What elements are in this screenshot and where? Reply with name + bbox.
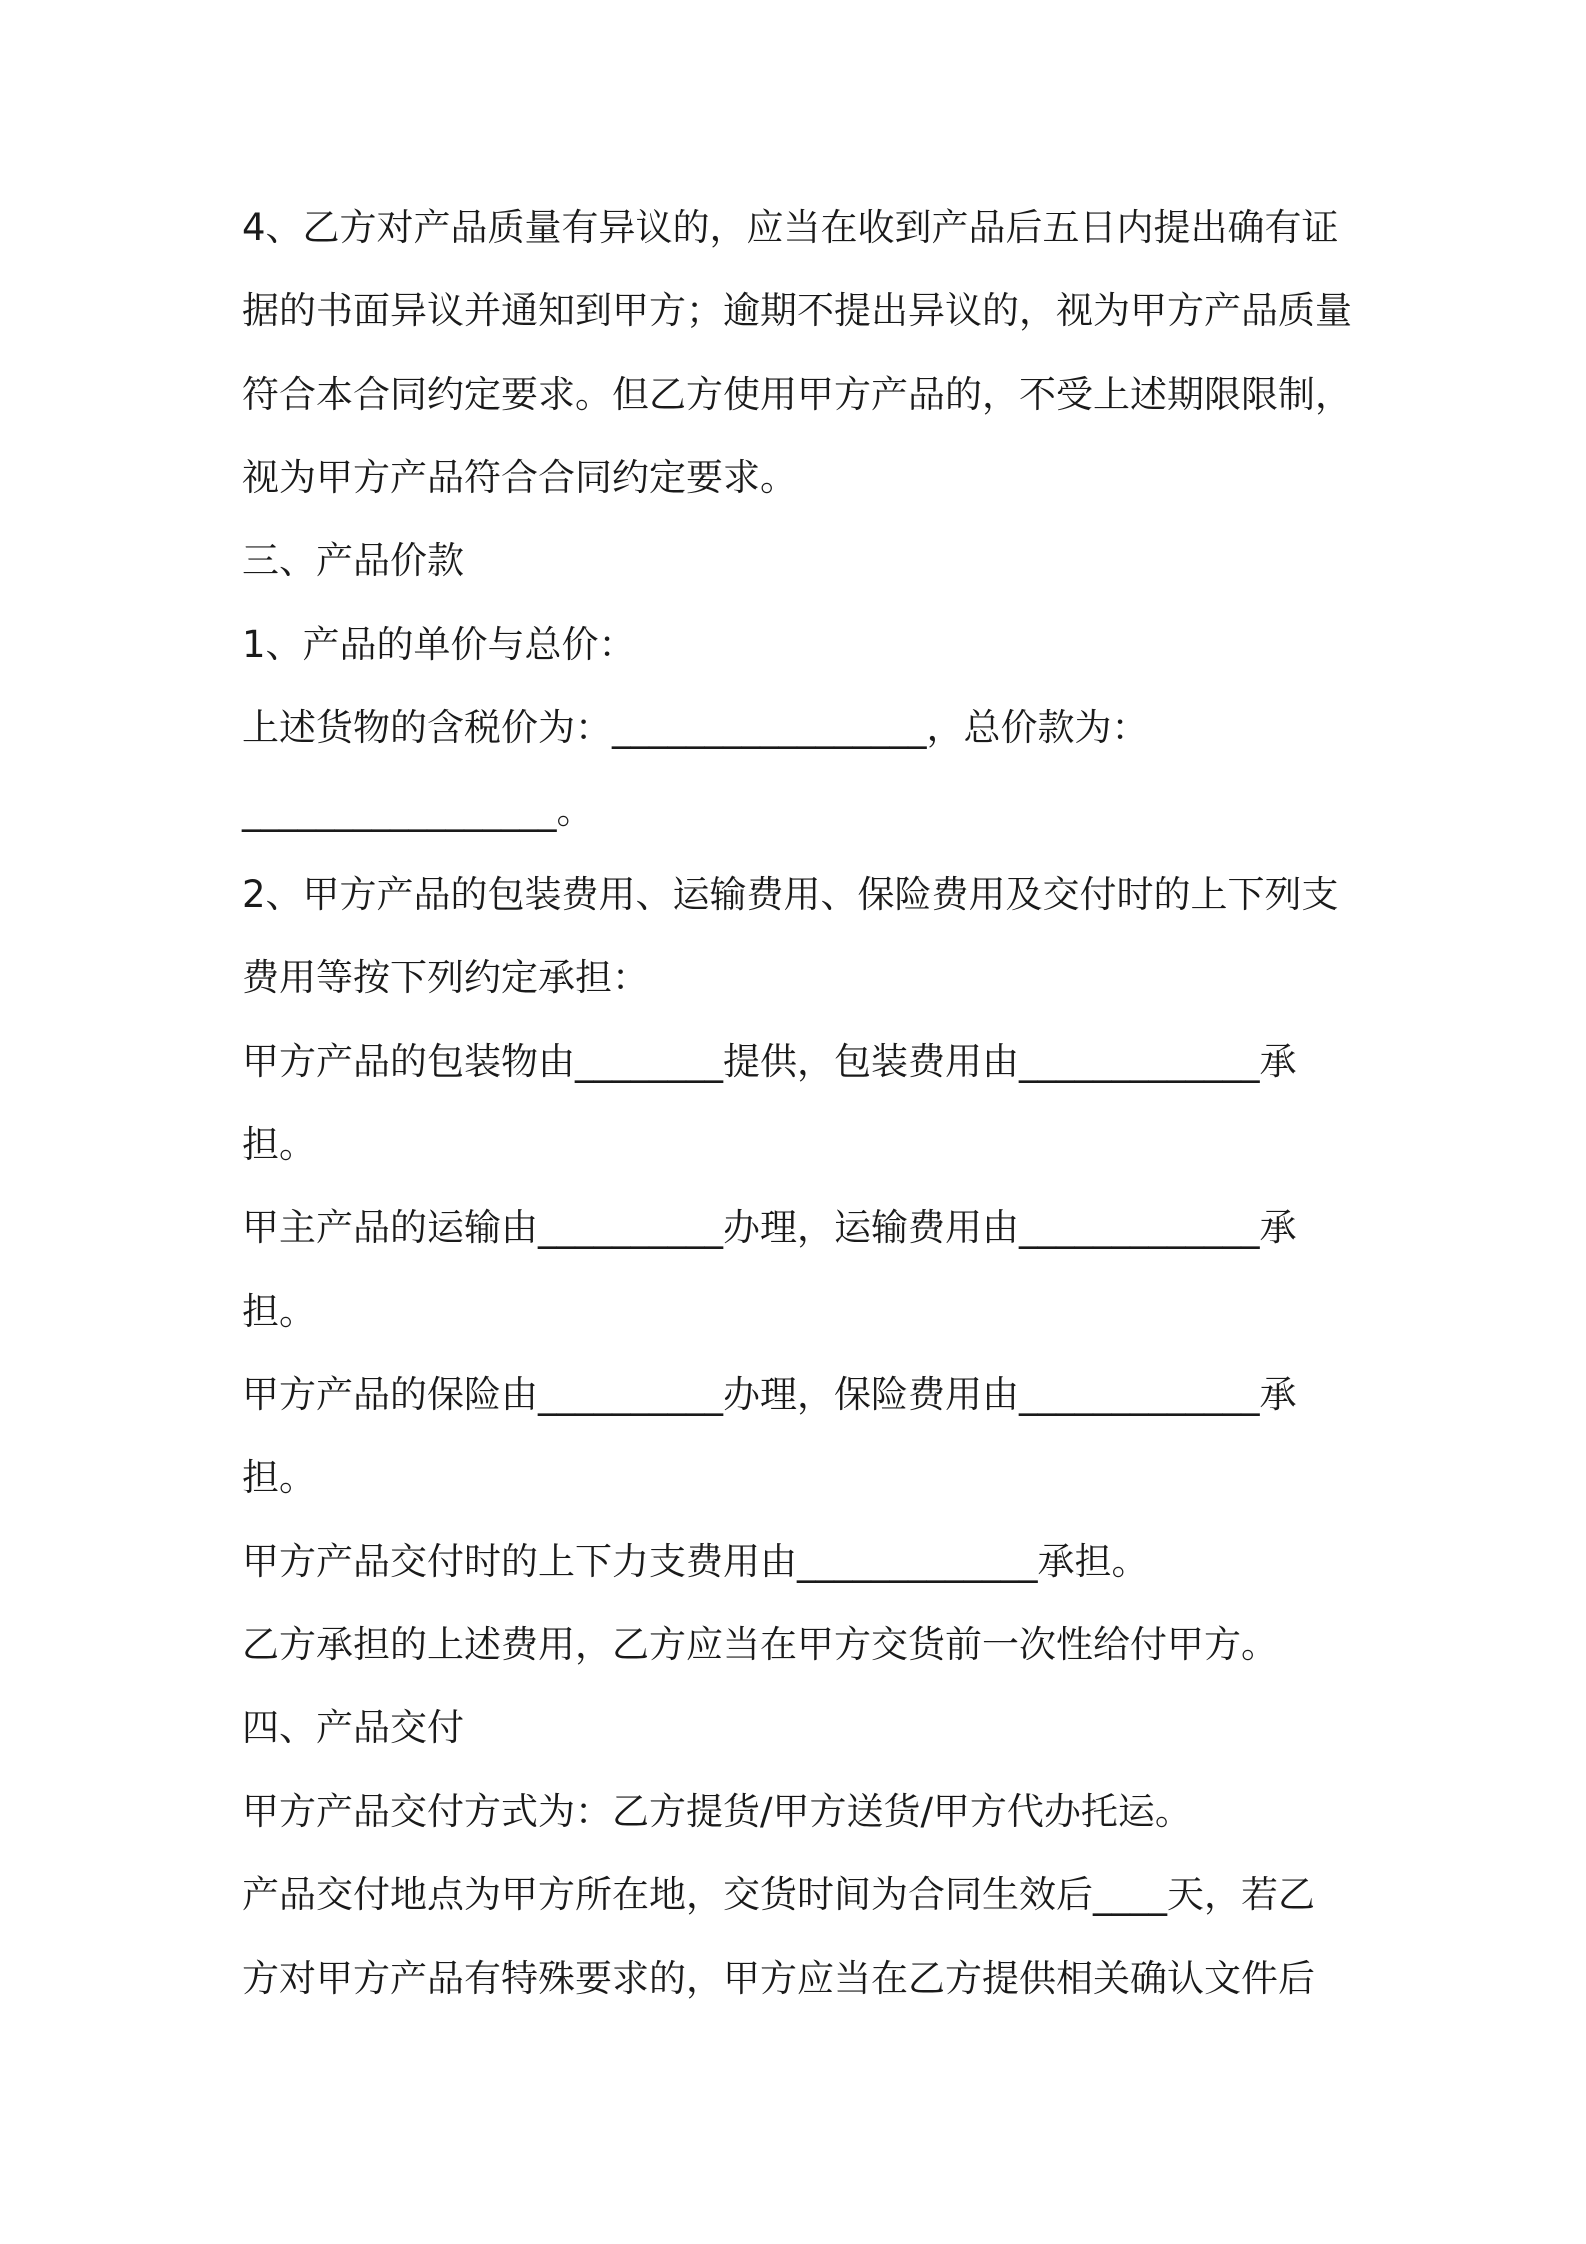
paragraph-line: 甲主产品的运输由__________办理，运输费用由_____________承	[242, 1206, 1297, 1249]
paragraph-line: 据的书面异议并通知到甲方；逾期不提出异议的，视为甲方产品质量	[242, 289, 1352, 332]
paragraph-line: 4、乙方对产品质量有异议的，应当在收到产品后五日内提出确有证	[242, 206, 1339, 249]
paragraph-line: 1、产品的单价与总价：	[242, 623, 636, 666]
section-heading: 三、产品价款	[242, 539, 464, 582]
paragraph-line: 上述货物的含税价为：_________________，总价款为：	[242, 706, 1149, 749]
paragraph-line: 符合本合同约定要求。但乙方使用甲方产品的，不受上述期限限制，	[242, 373, 1352, 416]
paragraph-line: 费用等按下列约定承担：	[242, 956, 649, 999]
paragraph-line: 方对甲方产品有特殊要求的，甲方应当在乙方提供相关确认文件后	[242, 1957, 1315, 2000]
paragraph-line: 2、甲方产品的包装费用、运输费用、保险费用及交付时的上下列支	[242, 873, 1339, 916]
section-heading: 四、产品交付	[242, 1706, 464, 1749]
paragraph-line: 担。	[242, 1290, 316, 1333]
paragraph-line: 担。	[242, 1123, 316, 1166]
paragraph-line: 甲方产品交付时的上下力支费用由_____________承担。	[242, 1540, 1149, 1583]
paragraph-line: 乙方承担的上述费用，乙方应当在甲方交货前一次性给付甲方。	[242, 1623, 1278, 1666]
paragraph-line: 甲方产品的保险由__________办理，保险费用由_____________承	[242, 1373, 1297, 1416]
paragraph-line: 甲方产品的包装物由________提供，包装费用由_____________承	[242, 1040, 1297, 1083]
paragraph-line: 甲方产品交付方式为：乙方提货/甲方送货/甲方代办托运。	[242, 1790, 1192, 1833]
paragraph-line: _________________。	[242, 789, 594, 832]
paragraph-line: 产品交付地点为甲方所在地，交货时间为合同生效后____天，若乙	[242, 1873, 1315, 1916]
paragraph-line: 视为甲方产品符合合同约定要求。	[242, 456, 797, 499]
paragraph-line: 担。	[242, 1456, 316, 1499]
